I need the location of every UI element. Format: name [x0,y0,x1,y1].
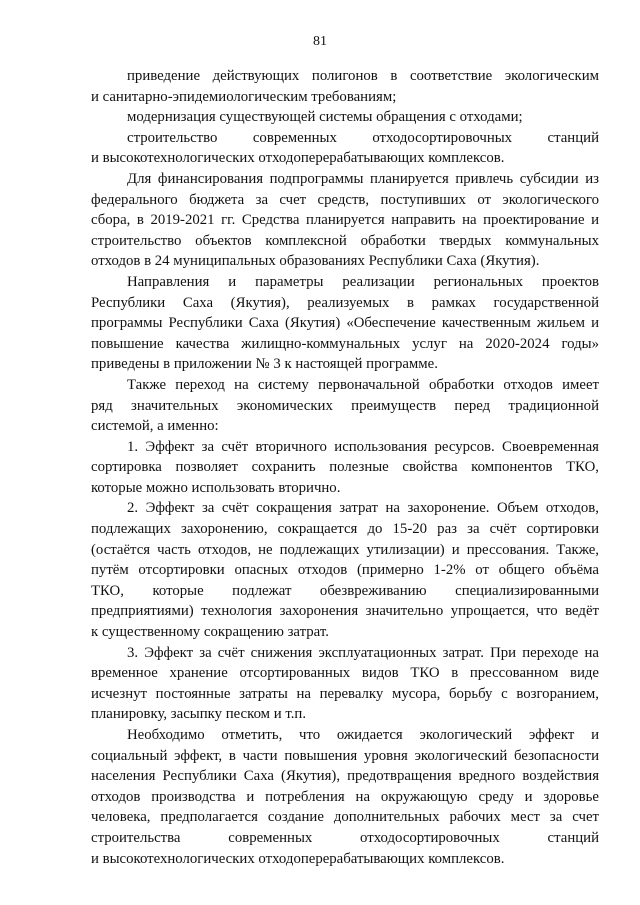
page-number: 81 [313,34,327,49]
text-line: отходов производства и потребления на окружающую среду и здоровье [91,788,599,805]
text-line: Также переход на систему первоначальной обработки отходов имеет [127,376,599,393]
text-line: отходов в 24 муниципальных образованиях Республики Саха (Якутия). [91,253,540,270]
text-line: предприятиями) технология захоронения значительно упрощается, что ведёт [91,603,599,620]
text-line: Необходимо отметить, что ожидается экологический эффект и [127,727,599,743]
text-line: и высокотехнологических отходоперерабатывающих комплексов. [91,150,505,167]
text-line: системой, а именно: [91,418,219,435]
text-line: к существенному сокращению затрат. [91,624,329,641]
text-line: подлежащих захоронению, сокращается до 15-20 раз за счёт сортировки [91,521,599,538]
text-line: строительства современных отходосортировочных станций [91,829,599,846]
text-line: 2. Эффект за счёт сокращения затрат на захоронение. Объем отходов, [127,500,599,517]
text-line: сбора, в 2019-2021 гг. Средства планируется направить на проектирование и [91,212,599,229]
text-line: приведение действующих полигонов в соответствие экологическим [127,68,599,84]
text-line: программы Республики Саха (Якутия) «Обеспечение качественным жильем и [91,315,599,332]
text-line: исчезнут постоянные затраты на перевалку мусора, борьбу с возгоранием, [91,685,599,702]
text-line: социальный эффект, в части повышения уровня экологический безопасности [91,747,599,764]
text-line: ряд значительных экономических преимуществ перед традиционной [91,397,599,414]
text-line: и высокотехнологических отходоперерабатывающих комплексов. [91,850,505,867]
document-body [91,66,599,869]
text-line: которые можно использовать вторично. [91,479,341,496]
text-line: (остаётся часть отходов, не подлежащих утилизации) и прессования. Также, [91,541,599,558]
text-line: сортировка позволяет сохранить полезные свойства компонентов ТКО, [91,459,599,476]
text-line: временное хранение отсортированных видов ТКО в прессованном виде [91,665,599,682]
text-line: повышение качества жилищно-коммунальных услуг на 2020-2024 годы» [91,335,599,352]
text-line: модернизация существующей системы обращения с отходами; [127,109,523,126]
text-line: планировку, засыпку песком и т.п. [91,706,307,723]
text-line: путём отсортировки опасных отходов (примерно 1-2% от общего объёма [91,562,599,579]
text-line: человека, предполагается создание дополнительных рабочих мест за счет [91,809,599,826]
text-line: приведены в приложении № 3 к настоящей программе. [91,356,438,373]
text-line: ТКО, которые подлежат обезвреживанию специализированными [91,582,599,599]
text-line: Для финансирования подпрограммы планируется привлечь субсидии из [127,170,599,187]
text-line: 1. Эффект за счёт вторичного использования ресурсов. Своевременная [127,438,599,455]
text-line: и санитарно-эпидемиологическим требованиям; [91,88,397,105]
text-line: Направления и параметры реализации региональных проектов [127,273,599,290]
text-line: 3. Эффект за счёт снижения эксплуатационных затрат. При переходе на [127,644,599,661]
text-line: Республики Саха (Якутия), реализуемых в рамках государственной [91,294,599,311]
text-line: строительство объектов комплексной обработки твердых коммунальных [91,232,599,249]
text-line: строительство современных отходосортировочных станций [127,129,599,146]
text-line: федерального бюджета за счет средств, поступивших от экологического [91,191,599,208]
text-line: населения Республики Саха (Якутия), предотвращения вредного воздействия [91,768,599,785]
